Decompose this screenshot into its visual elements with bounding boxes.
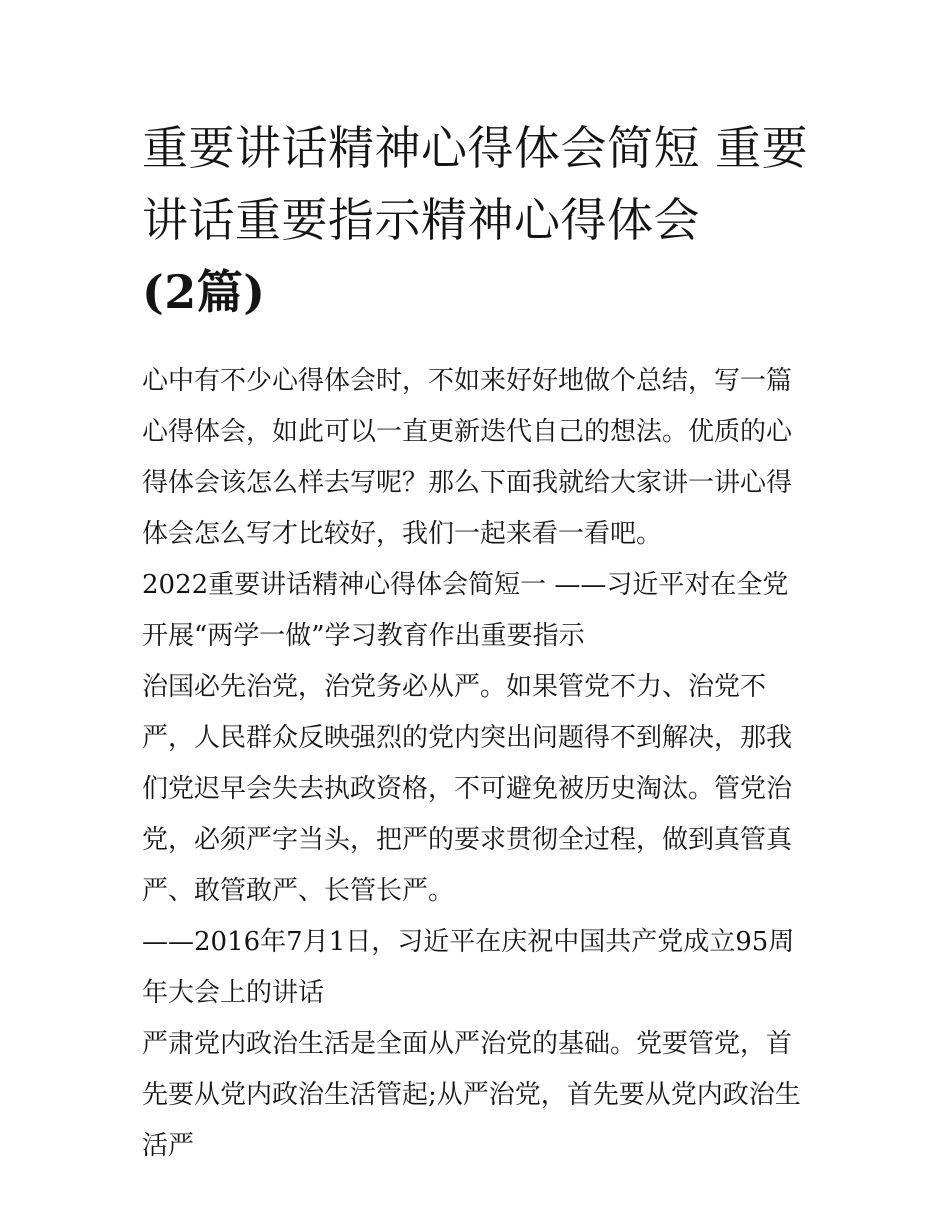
document-title-main: 重要讲话精神心得体会简短 重要讲话重要指示精神心得体会 (142, 121, 809, 247)
document-title (142, 112, 832, 328)
quote-paragraph: 治国必先治党，治党务必从严。如果管党不力、治党不严，人民群众反映强烈的党内突出问题得不到解决，那我们党迟早会失去执政资格，不可避免被历史淘汰。管党治党，必须严字当头，把严的要求贯彻全过程，做到真管真严、敢管敢严、长管长严。 (142, 672, 793, 906)
body-paragraph: 严肃党内政治生活是全面从严治党的基础。党要管党，首先要从党内政治生活管起;从严治党，首先要从党内政治生活严 (142, 1029, 801, 1161)
section-heading: 2022重要讲话精神心得体会简短一 ——习近平对在全党开展“两学一做”学习教育作出重要指示 (142, 570, 789, 651)
intro-paragraph: 心中有不少心得体会时，不如来好好地做个总结，写一篇心得体会，如此可以一直更新迭代自己的想法。优质的心得体会该怎么样去写呢？那么下面我就给大家讲一讲心得体会怎么写才比较好，我们一起来看一看吧。 (142, 366, 793, 549)
document-title-count: (2篇) (142, 265, 266, 319)
quote-source: ——2016年7月1日，习近平在庆祝中国共产党成立95周年大会上的讲话 (142, 927, 795, 1008)
document-body (142, 356, 814, 1172)
